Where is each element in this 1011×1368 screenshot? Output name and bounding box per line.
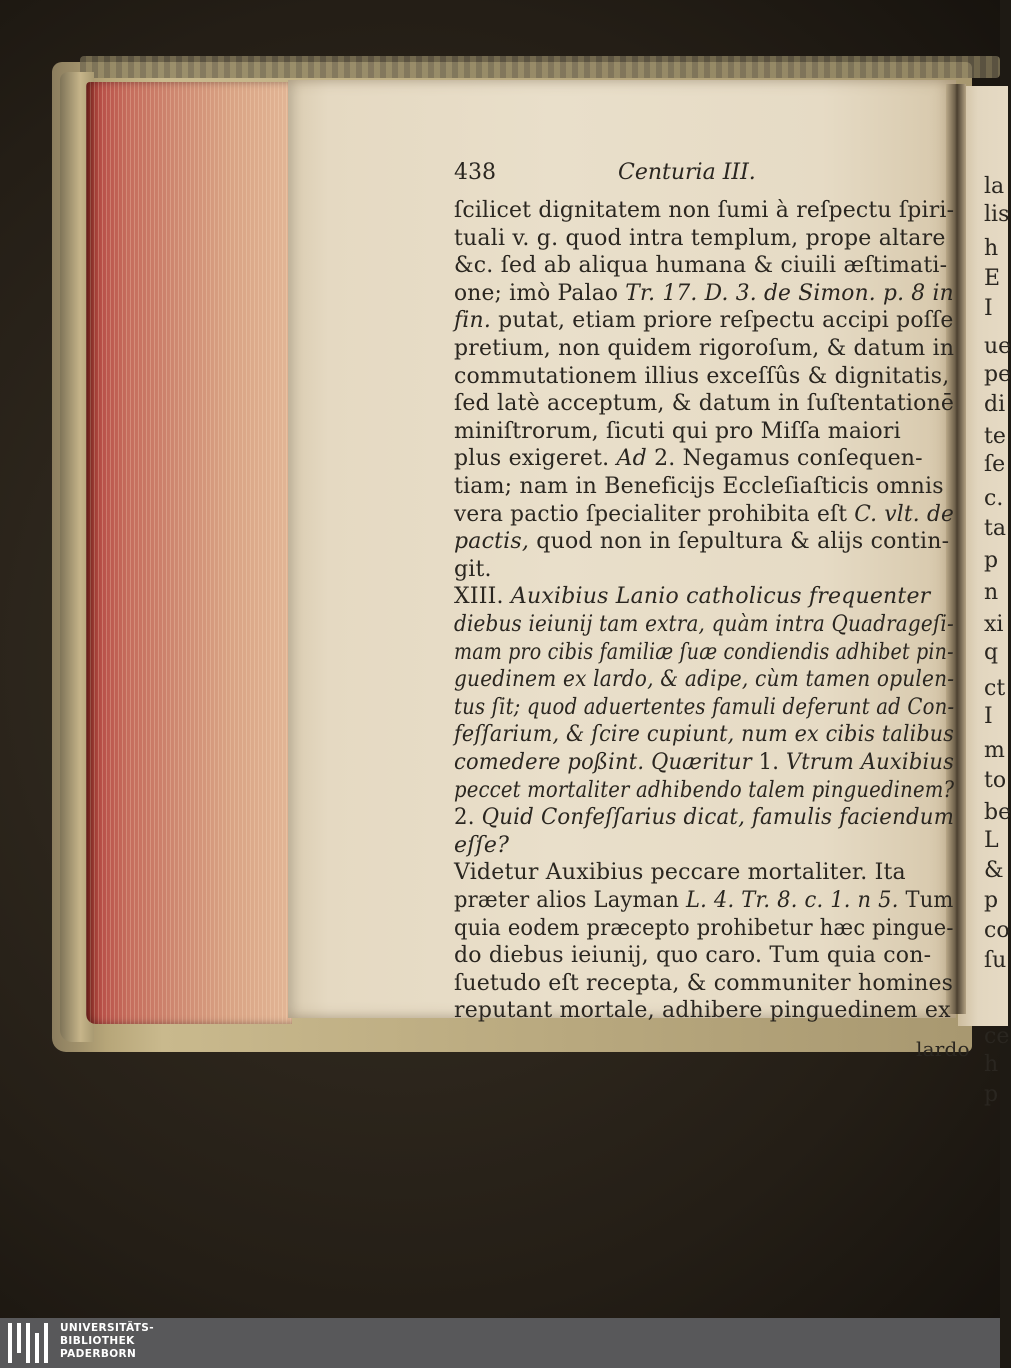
- text-segment: miniſtrorum, ſicuti qui pro Miſſa maiori: [454, 418, 901, 444]
- text-segment: guedinem ex lardo, & adipe, cùm tamen opulen-: [454, 667, 955, 693]
- text-segment: 1.: [758, 750, 786, 775]
- text-segment: putat, etiam priore reſpectu accipi poſſe: [491, 308, 954, 334]
- facing-page-fragment: L: [984, 828, 999, 853]
- facing-page-fragment: h: [984, 1052, 999, 1077]
- facing-page-fragment: p: [984, 1082, 999, 1107]
- text-line: [454, 334, 954, 364]
- text-segment: Auxibius Lanio catholicus frequenter: [510, 584, 931, 610]
- facing-page-fragment: I: [984, 704, 993, 729]
- library-name: [60, 1322, 154, 1361]
- text-segment: XIII.: [454, 584, 511, 610]
- facing-page-fragment: te: [984, 424, 1006, 449]
- text-line: [454, 472, 944, 502]
- text-segment: ſuetudo eſt recepta, & communiter homines: [454, 970, 954, 996]
- text-line: [454, 306, 954, 336]
- text-segment: &c. ſed ab aliqua humana & ciuili æſtimati-: [454, 253, 948, 279]
- text-segment: vera pactio ſpecialiter prohibita eſt: [454, 501, 855, 527]
- text-segment: commutationem illius exceſſûs & dignitatis,: [454, 363, 950, 389]
- text-line: [454, 196, 954, 226]
- facing-page-fragment: I: [984, 296, 993, 321]
- text-segment: feſſarium, & ſcire cupiunt, num ex cibis talibus: [454, 722, 955, 748]
- facing-page-fragment: ſe: [984, 452, 1006, 477]
- facing-page-fragment: ue: [984, 334, 1011, 359]
- facing-page-fragment: xi: [984, 612, 1004, 637]
- text-line: [454, 527, 949, 557]
- text-line: [454, 638, 954, 668]
- text-segment: git.: [454, 556, 492, 582]
- text-line: [454, 886, 954, 916]
- text-line: [454, 555, 492, 585]
- library-name-line3: PADERBORN: [60, 1348, 137, 1360]
- facing-page-fragment: ta: [984, 516, 1006, 541]
- text-line: [454, 582, 930, 612]
- facing-page-fragment: ce: [984, 1024, 1010, 1049]
- text-segment: pactis,: [454, 529, 530, 555]
- page-number: 438: [454, 160, 496, 185]
- text-segment: one; imò Palao: [454, 280, 626, 306]
- text-segment: Tr. 17. D. 3. de Simon. p. 8 in: [625, 280, 954, 306]
- facing-page-fragment: lis: [984, 202, 1010, 227]
- facing-page-fragment: m: [984, 738, 1005, 763]
- text-segment: comedere poßint. Quæritur: [454, 750, 759, 775]
- text-segment: do diebus ieiunij, quo caro. Tum quia con-: [454, 943, 932, 969]
- text-segment: tiam; nam in Beneficijs Eccleſiaſticis omnis: [454, 474, 944, 499]
- text-line: [454, 803, 954, 833]
- catchword: lardo: [916, 1037, 970, 1061]
- facing-page-fragment: q: [984, 640, 999, 665]
- text-line: [454, 665, 954, 695]
- text-line: [454, 693, 954, 723]
- text-segment: L. 4. Tr. 8. c. 1. n 5.: [685, 888, 899, 913]
- text-segment: fin.: [454, 308, 492, 334]
- text-line: [454, 389, 954, 419]
- text-segment: eſſe?: [454, 832, 510, 858]
- text-segment: ſed latè acceptum, & datum in ſuſtentationē: [454, 391, 955, 417]
- facing-page-fragment: di: [984, 392, 1006, 417]
- text-line: [454, 858, 906, 888]
- facing-page-fragment: to: [984, 768, 1007, 793]
- text-line: [454, 417, 901, 447]
- library-name-line2: BIBLIOTHEK: [60, 1335, 135, 1347]
- text-line: [454, 914, 954, 944]
- text-segment: reputant mortale, adhibere pinguedinem ex: [454, 998, 951, 1024]
- text-segment: mam pro cibis familiæ ſuæ condiendis adhibet pin-: [454, 639, 954, 665]
- text-line: [454, 969, 953, 999]
- library-name-line1: UNIVERSITÄTS-: [60, 1322, 155, 1334]
- facing-page-fragment: c.: [984, 486, 1004, 511]
- text-segment: C. vlt. de: [854, 501, 955, 527]
- text-segment: peccet mortaliter adhibendo talem pinguedinem?: [454, 777, 955, 803]
- text-line: [454, 362, 949, 392]
- facing-page-fragment: pe: [984, 362, 1011, 387]
- text-segment: pretium, non quidem rigoroſum, & datum in: [454, 336, 955, 361]
- text-segment: 2. Negamus conſequen-: [646, 446, 923, 472]
- facing-page-fragment: E: [984, 266, 1001, 291]
- facing-page-fragment: ſu: [984, 948, 1007, 973]
- text-line: [454, 610, 954, 640]
- text-segment: Videtur Auxibius peccare mortaliter. Ita: [454, 860, 906, 886]
- text-segment: præter alios Layman: [454, 888, 686, 913]
- text-line: [454, 720, 954, 750]
- text-segment: quia eodem præcepto prohibetur hæc pingue-: [454, 915, 954, 941]
- facing-page-fragment: ct: [984, 676, 1006, 701]
- facing-page-fragment: h: [984, 236, 999, 261]
- text-line: [454, 748, 954, 778]
- text-line: [454, 224, 946, 254]
- facing-page-fragment: co: [984, 918, 1010, 943]
- text-segment: Vtrum Auxibius: [785, 750, 955, 775]
- text-segment: plus exigeret.: [454, 446, 617, 472]
- text-line: [454, 831, 509, 861]
- facing-page-fragment: be: [984, 800, 1011, 825]
- text-segment: Quid Confeſſarius dicat, famulis faciendum: [481, 805, 955, 831]
- text-line: [454, 279, 954, 309]
- text-line: [454, 941, 931, 971]
- text-segment: 2.: [454, 805, 482, 831]
- text-line: [454, 251, 947, 281]
- library-footer: [0, 1318, 1000, 1368]
- text-line: [454, 500, 954, 530]
- facing-page-fragment: la: [984, 174, 1005, 199]
- facing-page-fragment: p: [984, 888, 999, 913]
- facing-page-fragment: n: [984, 580, 999, 605]
- text-segment: tuali v. g. quod intra templum, prope altare: [454, 225, 946, 251]
- text-line: [454, 776, 954, 806]
- running-title: Centuria III.: [618, 160, 756, 185]
- page-block-edge: [86, 82, 292, 1024]
- book-spine-top: [80, 56, 1000, 78]
- text-line: [454, 996, 951, 1026]
- text-line: [454, 444, 923, 474]
- facing-page-fragment: &: [984, 858, 1004, 883]
- facing-page-fragment: p: [984, 548, 999, 573]
- text-segment: quod non in ſepultura & alijs contin-: [529, 529, 950, 555]
- text-segment: tus ſit; quod aduertentes famuli deferunt ad Con-: [454, 694, 955, 720]
- text-segment: diebus ieiunij tam extra, quàm intra Quadrageſi-: [454, 612, 954, 637]
- text-segment: ſcilicet dignitatem non ſumi à reſpectu ſpiri-: [454, 198, 955, 223]
- text-segment: Ad: [616, 446, 647, 472]
- library-logo-icon: [8, 1323, 50, 1363]
- text-segment: Tum: [898, 888, 954, 913]
